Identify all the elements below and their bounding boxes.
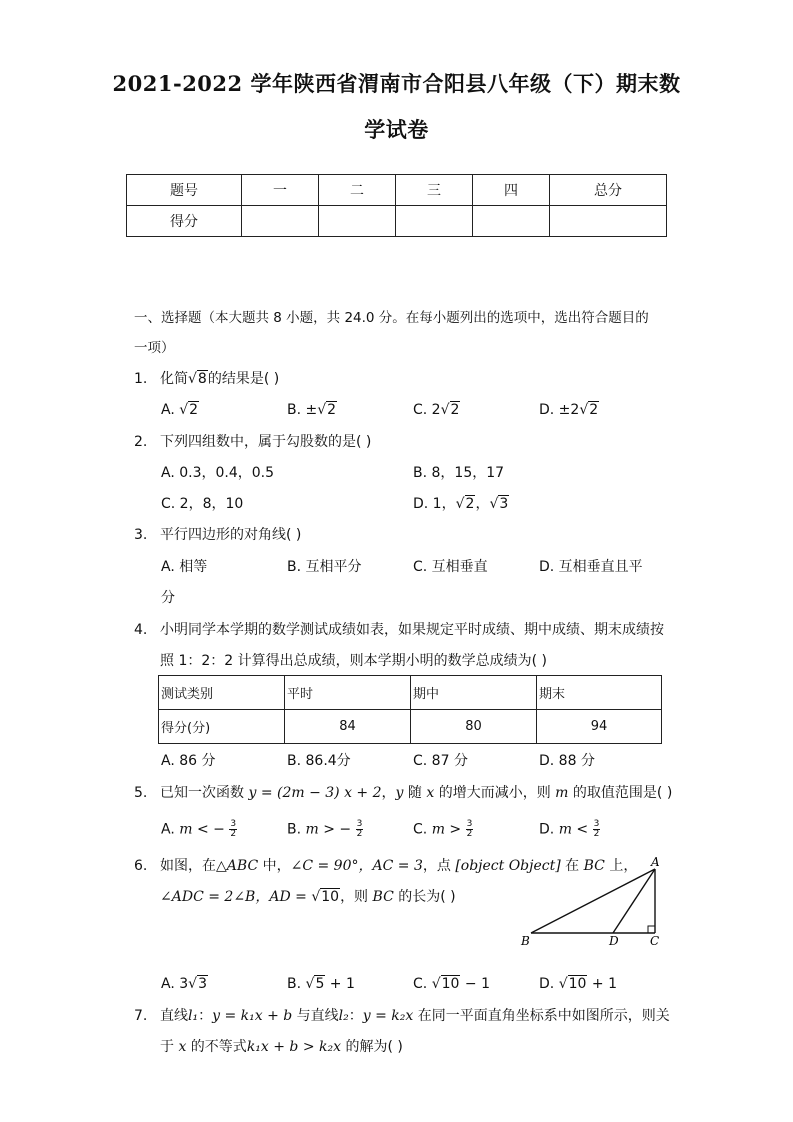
q6-option-c[interactable]: C. √10 − 1 (413, 976, 490, 992)
q5-function: y = (2m − 3) x + 2 (248, 785, 382, 801)
q5-c-var: m (431, 821, 445, 838)
grades-header-cell: 平时 (285, 676, 411, 710)
q5-option-b[interactable] (287, 820, 363, 839)
q6-d-label: D. (539, 976, 559, 992)
q5-text: 的取值范围是( ) (568, 785, 673, 801)
q2-d-sep: ， (475, 496, 490, 512)
q7-text: 在同一平面直角坐标系中如图所示，则关 (413, 1008, 670, 1024)
q6-b-radicand: 5 (315, 976, 325, 992)
q1-b-label: B. ± (287, 402, 318, 418)
q7-text: 与直线 (292, 1008, 339, 1024)
q2-stem: 下列四组数中，属于勾股数的是( ) (160, 434, 372, 450)
q5-option-c[interactable] (413, 820, 473, 839)
q5-option-d[interactable] (539, 820, 600, 839)
q2-option-d[interactable]: D. 1，√2，√3 (413, 496, 509, 512)
q7-stem-line2 (160, 1038, 403, 1056)
q6-d-radicand: 10 (568, 976, 587, 992)
q6-option-a[interactable]: A. 3√3 (161, 976, 207, 992)
q5-d-op: < (571, 821, 593, 838)
q5-c-den: 2 (466, 829, 473, 839)
q4-option-a[interactable]: A. 86 分 (161, 753, 216, 769)
q2-d-label: D. 1， (413, 496, 456, 512)
q5-c-op: > (444, 821, 466, 838)
q5-stem (160, 784, 672, 802)
q3-option-c[interactable]: C. 互相垂直 (413, 559, 488, 575)
grades-header-cell: 期末 (537, 676, 662, 710)
q5-a-num: 3 (230, 819, 237, 829)
q5-text: 的增大而减小，则 (434, 785, 556, 801)
q3-option-d[interactable]: D. 互相垂直且平 (539, 559, 643, 575)
q5-d-den: 2 (593, 829, 600, 839)
q5-b-var: m (305, 821, 319, 838)
q2-d-radicand1: 2 (465, 496, 475, 512)
q4-stem-line1: 小明同学本学期的数学测试成绩如表，如果规定平时成绩、期中成绩、期末成绩按 (160, 622, 664, 638)
q1-option-b[interactable]: B. ±√2 (287, 402, 337, 418)
q5-b-label: B. (287, 821, 306, 838)
q7-equation2: y = k₂x (362, 1008, 414, 1024)
q2-number: 2. (134, 434, 148, 450)
q5-var-m: m (555, 785, 569, 801)
grades-header-cell: 测试类别 (159, 676, 285, 710)
q7-text: 于 (160, 1039, 179, 1055)
q5-b-num: 3 (356, 819, 363, 829)
q6-triangle-figure (515, 852, 670, 952)
q6-condition2: ∠ADC = 2∠B，AD = (160, 889, 312, 905)
q5-a-op: < − (192, 821, 230, 838)
q6-c-tail: − 1 (460, 976, 490, 992)
q5-a-label: A. (161, 821, 180, 838)
q7-var-x: x (178, 1039, 187, 1055)
q6-text: ，点 (422, 858, 456, 874)
grades-row-label: 得分(分) (159, 710, 285, 744)
q6-text: 中， (258, 858, 291, 874)
q5-b-den: 2 (356, 829, 363, 839)
q5-d-num: 3 (593, 819, 600, 829)
q5-var-y: y (395, 785, 404, 801)
q1-d-radicand: 2 (589, 402, 599, 418)
q6-number: 6. (134, 858, 148, 874)
q6-segment-bc: BC (583, 858, 605, 874)
q6-text: 上， (604, 858, 638, 874)
grades-cell: 94 (537, 710, 662, 744)
right-angle-mark (648, 926, 655, 933)
score-header-cell: 总分 (550, 175, 667, 206)
q1-option-d[interactable]: D. ±2√2 (539, 402, 599, 418)
q5-d-fraction (593, 820, 601, 839)
q5-d-label: D. (539, 821, 559, 838)
q7-text: ： (198, 1008, 213, 1024)
exam-title-line2: 学试卷 (364, 117, 429, 142)
q7-stem-line1 (160, 1007, 670, 1025)
q5-text: 已知一次函数 (160, 785, 249, 801)
q6-b-label: B. (287, 976, 306, 992)
q6-option-b[interactable]: B. √5 + 1 (287, 976, 355, 992)
label-b: B (521, 934, 530, 948)
q7-inequality: k₁x + b > k₂x (246, 1039, 342, 1055)
q7-text: 直线 (160, 1008, 188, 1024)
q3-number: 3. (134, 527, 148, 543)
score-cell (473, 206, 550, 237)
q6-b-tail: + 1 (325, 976, 355, 992)
q5-a-var: m (179, 821, 193, 838)
q6-c-radicand: 10 (441, 976, 460, 992)
q5-c-num: 3 (466, 819, 473, 829)
q1-option-a[interactable]: A. √2 (161, 402, 199, 418)
segment-ad (613, 869, 655, 933)
q2-option-b[interactable]: B. 8，15，17 (413, 465, 505, 481)
score-table (126, 174, 667, 237)
q7-line-l2: l₂ (338, 1008, 349, 1024)
q1-number: 1. (134, 371, 148, 387)
q6-text: 的长为( ) (393, 889, 456, 905)
q1-stem: 化简√8的结果是( ) (160, 371, 280, 387)
score-table-row (127, 206, 667, 237)
q7-equation1: y = k₁x + b (212, 1008, 293, 1024)
q7-number: 7. (134, 1008, 148, 1024)
q5-c-label: C. (413, 821, 432, 838)
q5-text: 随 (403, 785, 427, 801)
q1-option-c[interactable]: C. 2√2 (413, 402, 460, 418)
label-d: D (609, 934, 619, 948)
q2-option-a[interactable]: A. 0.3，0.4，0.5 (161, 465, 275, 481)
q6-condition: ∠C = 90°，AC = 3 (290, 858, 423, 874)
q3-stem: 平行四边形的对角线( ) (160, 527, 302, 543)
q6-stem-line2: ∠ADC = 2∠B，AD = √10，则 BC 的长为( ) (160, 889, 456, 905)
exam-title-line1: 2021-2022 学年陕西省渭南市合阳县八年级（下）期末数 (112, 71, 681, 96)
q7-text: ： (348, 1008, 363, 1024)
section1-heading: 一、选择题（本大题共 8 小题，共 24.0 分。在每小题列出的选项中，选出符合题目的 (134, 310, 649, 326)
q6-text: 如图，在△ (160, 858, 227, 874)
q5-a-fraction (229, 820, 237, 839)
grades-cell: 84 (285, 710, 411, 744)
q5-c-fraction (466, 820, 474, 839)
score-cell (396, 206, 473, 237)
q3-option-a[interactable]: A. 相等 (161, 559, 208, 575)
grades-cell: 80 (411, 710, 537, 744)
grades-row (159, 710, 662, 744)
q1-radicand: 8 (197, 371, 207, 387)
q4-number: 4. (134, 622, 148, 638)
q7-text: 的解为( ) (341, 1039, 403, 1055)
score-cell (319, 206, 396, 237)
q6-a-label: A. 3 (161, 976, 189, 992)
q7-text: 的不等式 (186, 1039, 247, 1055)
q1-b-radicand: 2 (327, 402, 337, 418)
q1-a-label: A. (161, 402, 180, 418)
q3-option-d-cont: 分 (161, 590, 175, 606)
q6-point-d: [object Object] (455, 858, 561, 874)
score-cell (550, 206, 667, 237)
score-header-cell: 一 (242, 175, 319, 206)
score-table-header-row (127, 175, 667, 206)
q6-option-d[interactable]: D. √10 + 1 (539, 976, 617, 992)
score-row-label: 得分 (127, 206, 242, 237)
q1-d-label: D. ±2 (539, 402, 580, 418)
q5-a-den: 2 (230, 829, 237, 839)
q6-text: ，则 (340, 889, 373, 905)
grades-header-row (159, 676, 662, 710)
q2-option-c[interactable]: C. 2，8，10 (161, 496, 244, 512)
q1-stem-tail: 的结果是( ) (207, 371, 280, 387)
grades-table (158, 675, 662, 744)
q5-b-fraction (356, 820, 364, 839)
q4-stem-line2: 照 1：2：2 计算得出总成绩，则本学期小明的数学总成绩为( ) (160, 653, 547, 669)
q2-d-radicand2: 3 (499, 496, 509, 512)
score-header-cell: 三 (396, 175, 473, 206)
q5-d-var: m (558, 821, 572, 838)
label-a: A (651, 855, 660, 869)
q1-stem-text: 化简 (160, 371, 188, 387)
q6-triangle-name: ABC (226, 858, 259, 874)
q3-option-b[interactable]: B. 互相平分 (287, 559, 362, 575)
section1-heading-cont: 一项） (134, 340, 175, 356)
score-cell (242, 206, 319, 237)
q1-a-radicand: 2 (189, 402, 199, 418)
grades-header-cell: 期中 (411, 676, 537, 710)
q5-text: ， (381, 785, 396, 801)
q5-var-x: x (426, 785, 435, 801)
q6-c-label: C. (413, 976, 432, 992)
q5-option-a[interactable] (161, 820, 237, 839)
label-c: C (650, 934, 660, 948)
q6-a-radicand: 3 (198, 976, 207, 992)
score-header-cell: 四 (473, 175, 550, 206)
q6-text: 在 (560, 858, 584, 874)
q6-d-tail: + 1 (587, 976, 617, 992)
segment-ab (531, 869, 655, 933)
q4-option-c[interactable]: C. 87 分 (413, 753, 468, 769)
q7-line-l1: l₁ (188, 1008, 199, 1024)
q4-option-b[interactable]: B. 86.4分 (287, 753, 351, 769)
q6-radicand: 10 (321, 889, 340, 905)
q4-option-d[interactable]: D. 88 分 (539, 753, 595, 769)
q5-b-op: > − (318, 821, 356, 838)
q1-c-label: C. 2 (413, 402, 441, 418)
q6-segment-bc: BC (372, 889, 394, 905)
q1-c-radicand: 2 (450, 402, 460, 418)
score-header-cell: 题号 (127, 175, 242, 206)
score-header-cell: 二 (319, 175, 396, 206)
q5-number: 5. (134, 785, 148, 801)
